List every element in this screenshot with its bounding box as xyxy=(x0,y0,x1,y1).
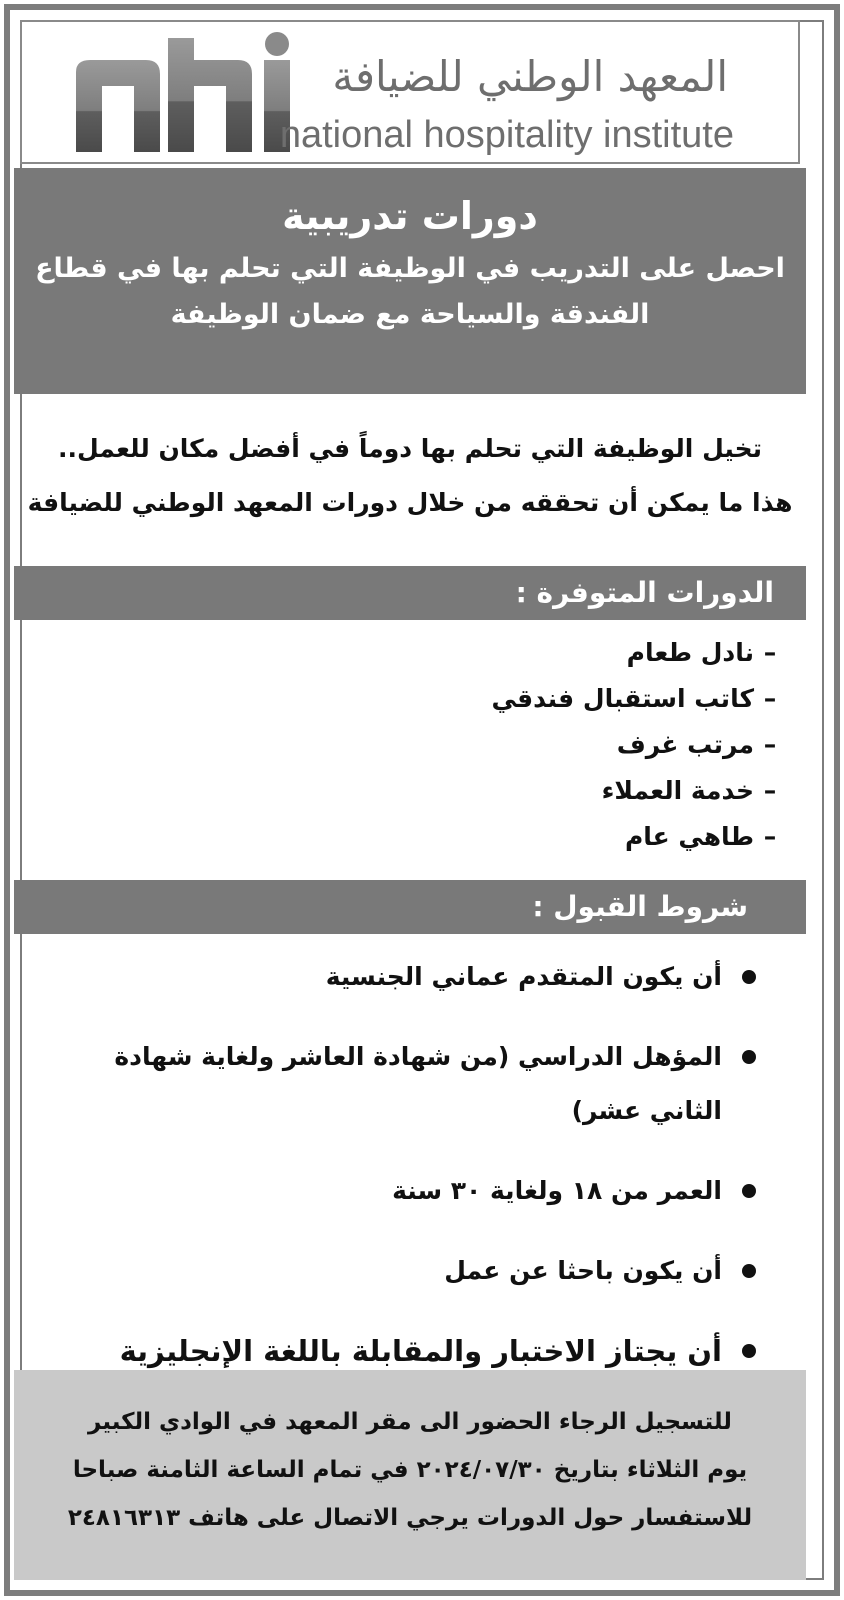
hero-subtitle xyxy=(14,246,806,338)
requirement-item xyxy=(76,950,756,1004)
requirement-item xyxy=(76,1244,756,1298)
hero-subtitle-line-1: احصل على التدريب في الوظيفة التي تحلم بها في قطاع xyxy=(35,253,785,284)
footer-line-3: للاستفسار حول الدورات يرجي الاتصال على هاتف ٢٤٨١٦٣١٣ xyxy=(67,1505,753,1531)
hero-subtitle-line-2: الفندقة والسياحة مع ضمان الوظيفة xyxy=(170,299,650,330)
footer-line-1: للتسجيل الرجاء الحضور الى مقر المعهد في الوادي الكبير xyxy=(88,1409,732,1435)
course-item xyxy=(186,630,786,676)
logo-english-name: national hospitality institute xyxy=(279,114,734,156)
course-item xyxy=(186,676,786,722)
registration-footer xyxy=(14,1370,806,1580)
dash-icon: – xyxy=(763,776,777,805)
bullet-icon xyxy=(742,1184,756,1198)
dash-icon: – xyxy=(763,684,777,713)
hero-title: دورات تدريبية xyxy=(282,194,538,238)
dash-icon: – xyxy=(763,638,777,667)
bullet-icon xyxy=(742,1344,756,1358)
requirement-text: أن يجتاز الاختبار والمقابلة باللغة الإنجليزية xyxy=(119,1334,722,1368)
requirement-text: أن يكون باحثا عن عمل xyxy=(444,1256,722,1285)
bullet-icon xyxy=(742,970,756,984)
footer-line-2: يوم الثلاثاء بتاريخ ٢٠٢٤/٠٧/٣٠ في تمام الساعة الثامنة صباحا xyxy=(72,1457,748,1483)
requirement-item xyxy=(76,1030,756,1138)
hero-banner xyxy=(14,168,806,394)
requirement-text: العمر من ١٨ ولغاية ٣٠ سنة xyxy=(392,1176,722,1205)
course-label: نادل طعام xyxy=(626,638,754,667)
course-item xyxy=(186,814,786,860)
course-label: كاتب استقبال فندقي xyxy=(491,684,754,713)
requirement-text: المؤهل الدراسي (من شهادة العاشر ولغاية شهادة الثاني عشر) xyxy=(114,1042,722,1125)
nhi-logo-mark xyxy=(76,32,308,152)
requirement-text: أن يكون المتقدم عماني الجنسية xyxy=(325,962,722,991)
dash-icon: – xyxy=(763,730,777,759)
course-label: خدمة العملاء xyxy=(601,776,754,805)
course-item xyxy=(186,722,786,768)
logo-arabic-name: المعهد الوطني للضيافة xyxy=(332,52,728,101)
course-label: مرتب غرف xyxy=(616,730,754,759)
logo-header xyxy=(20,20,800,164)
courses-list xyxy=(186,630,786,860)
course-item xyxy=(186,768,786,814)
intro-text xyxy=(14,422,806,530)
intro-line-1: تخيل الوظيفة التي تحلم بها دوماً في أفضل مكان للعمل.. xyxy=(57,434,763,463)
requirements-list xyxy=(76,950,756,1404)
bullet-icon xyxy=(742,1050,756,1064)
courses-heading: الدورات المتوفرة : xyxy=(14,566,806,620)
requirement-item xyxy=(76,1164,756,1218)
course-label: طاهي عام xyxy=(624,822,754,851)
requirements-heading: شروط القبول : xyxy=(14,880,806,934)
bullet-icon xyxy=(742,1264,756,1278)
dash-icon: – xyxy=(763,822,777,851)
intro-line-2: هذا ما يمكن أن تحققه من خلال دورات المعهد الوطني للضيافة xyxy=(27,488,793,517)
